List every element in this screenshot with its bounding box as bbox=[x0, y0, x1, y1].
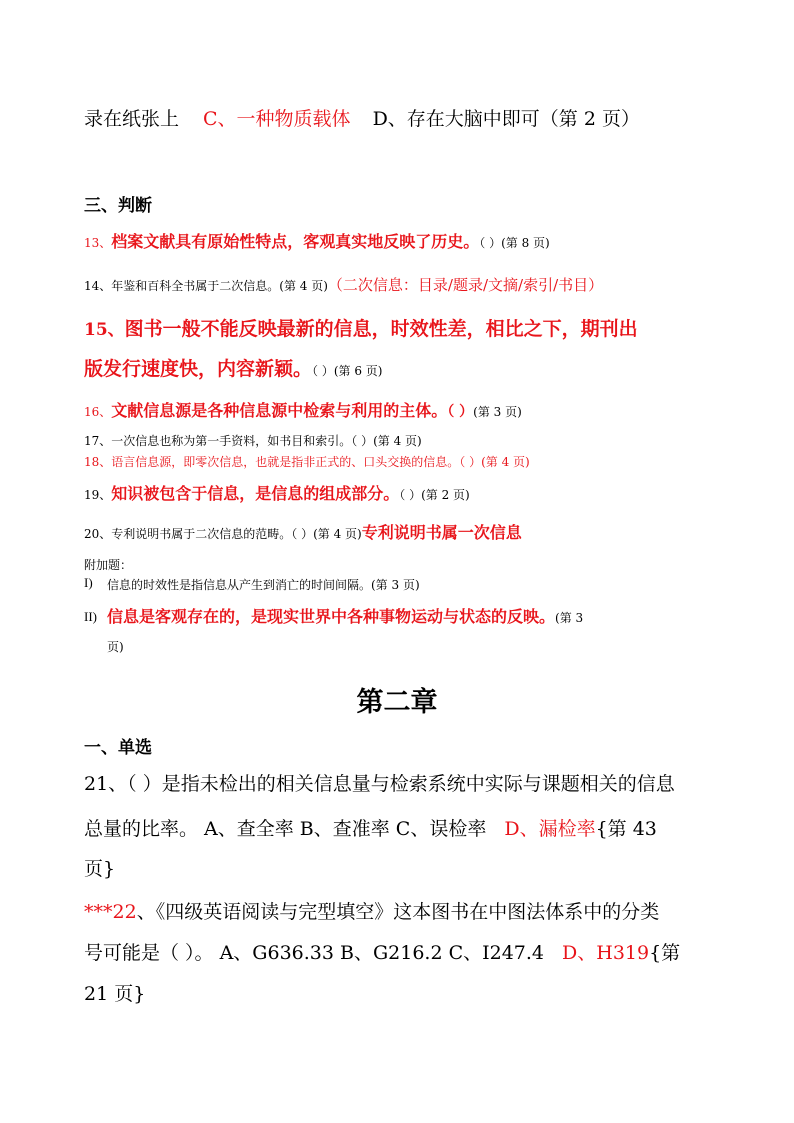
question-text: 版发行速度快，内容新颖。 bbox=[84, 358, 313, 380]
question-page-ref: （ ）(第 6 页) bbox=[312, 364, 383, 378]
section-title-single-choice: 一、单选 bbox=[84, 738, 152, 758]
question-16 bbox=[84, 398, 522, 421]
page-ref: {第 43 bbox=[595, 818, 657, 840]
question-17: 17、一次信息也称为第一手资料，如书目和索引。（ ）(第 4 页) bbox=[84, 434, 422, 448]
question-15-line-1 bbox=[84, 314, 638, 341]
continued-options-line bbox=[84, 104, 640, 131]
question-14 bbox=[84, 274, 603, 295]
question-22-line-2 bbox=[84, 938, 680, 965]
question-number: 13、 bbox=[84, 236, 112, 250]
question-21-line-3: 页} bbox=[84, 858, 116, 880]
question-page-ref: (第 3 bbox=[555, 611, 584, 625]
question-page-ref: （ ）(第 2 页) bbox=[399, 488, 470, 502]
chapter-title: 第二章 bbox=[356, 687, 438, 718]
question-text: 20、专利说明书属于二次信息的范畴。（ ）(第 4 页) bbox=[84, 527, 362, 541]
answer-option-d: D、H319 bbox=[562, 942, 650, 964]
question-19 bbox=[84, 481, 470, 504]
question-13 bbox=[84, 229, 550, 252]
extra-question-2 bbox=[107, 604, 583, 627]
list-marker: I) bbox=[84, 575, 93, 590]
answer-paren: （ ） bbox=[447, 404, 474, 420]
question-page-ref: （ ）(第 8 页) bbox=[479, 236, 550, 250]
question-number: ***22 bbox=[84, 901, 137, 923]
section-title-judgment: 三、判断 bbox=[84, 196, 152, 216]
options-text: 总量的比率。 A、查全率 B、查准率 C、误检率 bbox=[84, 818, 487, 840]
question-text: 知识被包含于信息，是信息的组成部分。 bbox=[111, 484, 400, 503]
question-number: 16、 bbox=[84, 405, 112, 419]
list-marker: II) bbox=[84, 609, 97, 624]
question-text: 14、年鉴和百科全书属于二次信息。(第 4 页) bbox=[84, 279, 328, 293]
options-text: 号可能是（ ）。 A、G636.33 B、G216.2 C、I247.4 bbox=[84, 942, 545, 964]
question-text: 信息是客观存在的，是现实世界中各种事物运动与状态的反映。 bbox=[107, 607, 556, 626]
question-21-line-2 bbox=[84, 814, 657, 841]
question-18: 18、语言信息源，即零次信息，也就是指非正式的、口头交换的信息。（ ）(第 4 页) bbox=[84, 455, 530, 469]
question-22-line-1 bbox=[84, 897, 659, 924]
option-d-text: D、存在大脑中即可（第 2 页） bbox=[372, 108, 640, 130]
answer-option-c: C、一种物质载体 bbox=[203, 108, 351, 130]
question-22-line-3: 21 页} bbox=[84, 983, 146, 1005]
answer-note: （二次信息：目录/题录/文摘/索引/书目） bbox=[327, 276, 604, 294]
question-20 bbox=[84, 520, 522, 543]
extra-question-1: 信息的时效性是指信息从产生到消亡的时间间隔。(第 3 页) bbox=[107, 578, 420, 592]
answer-option-d: D、漏检率 bbox=[504, 818, 596, 840]
question-15-line-2 bbox=[84, 354, 382, 381]
extra-question-2-page-ref: 页) bbox=[107, 640, 124, 654]
question-21-line-1: 21、（ ）是指未检出的相关信息量与检索系统中实际与课题相关的信息 bbox=[84, 773, 675, 795]
question-text: 图书一般不能反映最新的信息，时效性差，相比之下，期刊出 bbox=[124, 318, 638, 340]
question-page-ref: (第 3 页) bbox=[473, 405, 522, 419]
option-text: 录在纸张上 bbox=[84, 108, 180, 130]
question-text: 、《四级英语阅读与完型填空》这本图书在中图法体系中的分类 bbox=[136, 901, 660, 923]
question-text: 文献信息源是各种信息源中检索与利用的主体。 bbox=[111, 401, 448, 420]
extra-questions-title: 附加题： bbox=[84, 558, 133, 572]
answer-note: 专利说明书属一次信息 bbox=[361, 523, 522, 542]
question-number: 19、 bbox=[84, 488, 112, 502]
page-ref: {第 bbox=[649, 942, 681, 964]
question-text: 档案文献具有原始性特点，客观真实地反映了历史。 bbox=[111, 232, 480, 251]
question-number: 15、 bbox=[84, 320, 125, 340]
